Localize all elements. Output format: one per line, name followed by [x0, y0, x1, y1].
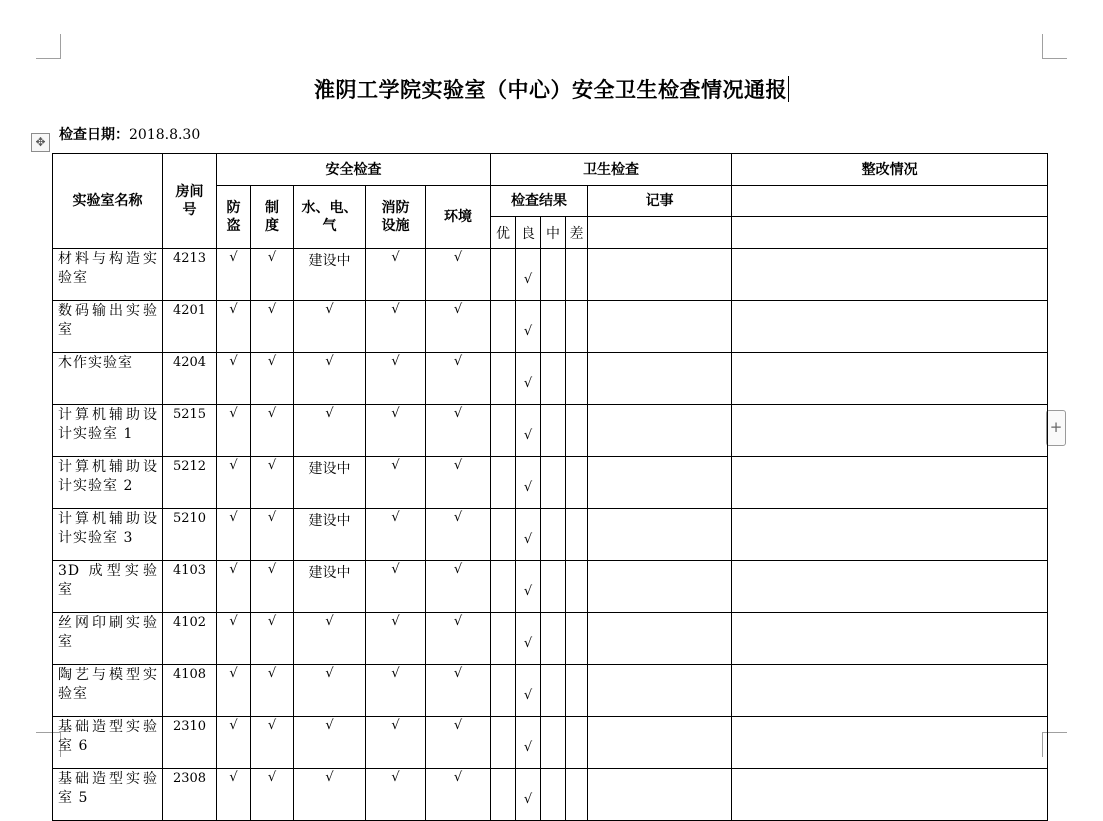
- grade-poor-cell[interactable]: [566, 717, 588, 769]
- utilities-cell[interactable]: √: [294, 717, 366, 769]
- fire-facilities-cell[interactable]: √: [366, 665, 426, 717]
- header-notes: 记事: [588, 186, 732, 217]
- regulations-cell[interactable]: √: [251, 405, 294, 457]
- header-utilities-text: 水、电、气: [301, 200, 358, 234]
- inspection-table: [52, 153, 1048, 821]
- anti-theft-cell[interactable]: √: [217, 509, 251, 561]
- environment-cell[interactable]: √: [426, 613, 491, 665]
- utilities-cell[interactable]: √: [294, 613, 366, 665]
- environment-cell[interactable]: √: [426, 717, 491, 769]
- grade-good-cell[interactable]: √: [516, 509, 541, 561]
- notes-cell[interactable]: [588, 301, 732, 353]
- header-safety-check: 安全检查: [217, 154, 491, 186]
- header-fire-facilities-text: 消防设施: [381, 200, 410, 234]
- utilities-cell[interactable]: √: [294, 301, 366, 353]
- header-grade-poor: 差: [566, 217, 588, 249]
- grade-poor-cell[interactable]: [566, 613, 588, 665]
- table-row: [53, 717, 1048, 769]
- lab-name-cell[interactable]: 基础造型实验室 6: [53, 717, 163, 769]
- header-room-number: [163, 154, 217, 249]
- document-title-text: 淮阴工学院实验室（中心）安全卫生检查情况通报: [314, 78, 787, 102]
- document-title[interactable]: [0, 74, 1103, 104]
- notes-cell[interactable]: [588, 249, 732, 301]
- room-number-cell[interactable]: 4213: [163, 249, 217, 301]
- fire-facilities-cell[interactable]: √: [366, 613, 426, 665]
- table-row: [53, 353, 1048, 405]
- utilities-cell[interactable]: 建设中: [294, 457, 366, 509]
- regulations-cell[interactable]: √: [251, 301, 294, 353]
- fire-facilities-cell[interactable]: √: [366, 509, 426, 561]
- notes-cell[interactable]: [588, 665, 732, 717]
- lab-name-cell[interactable]: 木作实验室: [53, 353, 163, 405]
- header-lab-name: 实验室名称: [53, 154, 163, 249]
- room-number-cell[interactable]: 5210: [163, 509, 217, 561]
- grade-fair-cell[interactable]: [541, 717, 566, 769]
- room-number-cell[interactable]: 5215: [163, 405, 217, 457]
- room-number-cell[interactable]: 5212: [163, 457, 217, 509]
- lab-name-cell[interactable]: 3D 成型实验室: [53, 561, 163, 613]
- room-number-cell[interactable]: 2308: [163, 769, 217, 821]
- grade-excellent-cell[interactable]: [491, 665, 516, 717]
- grade-poor-cell[interactable]: [566, 769, 588, 821]
- lab-name-cell[interactable]: 计算机辅助设计实验室 3: [53, 509, 163, 561]
- grade-fair-cell[interactable]: [541, 405, 566, 457]
- environment-cell[interactable]: √: [426, 249, 491, 301]
- regulations-cell[interactable]: √: [251, 717, 294, 769]
- grade-fair-cell[interactable]: [541, 301, 566, 353]
- fire-facilities-cell[interactable]: √: [366, 561, 426, 613]
- header-grade-fair: 中: [541, 217, 566, 249]
- rectification-cell[interactable]: [732, 769, 1048, 821]
- grade-excellent-cell[interactable]: [491, 301, 516, 353]
- header-environment: 环境: [426, 186, 491, 249]
- environment-cell[interactable]: √: [426, 509, 491, 561]
- header-hygiene-check: 卫生检查: [491, 154, 732, 186]
- fire-facilities-cell[interactable]: √: [366, 405, 426, 457]
- regulations-cell[interactable]: √: [251, 769, 294, 821]
- notes-cell[interactable]: [588, 717, 732, 769]
- anti-theft-cell[interactable]: √: [217, 613, 251, 665]
- grade-excellent-cell[interactable]: [491, 561, 516, 613]
- grade-excellent-cell[interactable]: [491, 717, 516, 769]
- room-number-cell[interactable]: 4204: [163, 353, 217, 405]
- grade-fair-cell[interactable]: [541, 769, 566, 821]
- grade-excellent-cell[interactable]: [491, 613, 516, 665]
- environment-cell[interactable]: √: [426, 353, 491, 405]
- grade-fair-cell[interactable]: [541, 561, 566, 613]
- grade-fair-cell[interactable]: [541, 509, 566, 561]
- notes-cell[interactable]: [588, 769, 732, 821]
- anti-theft-cell[interactable]: √: [217, 457, 251, 509]
- environment-cell[interactable]: √: [426, 769, 491, 821]
- regulations-cell[interactable]: √: [251, 457, 294, 509]
- grade-good-cell[interactable]: √: [516, 405, 541, 457]
- header-fire-facilities: [366, 186, 426, 249]
- grade-excellent-cell[interactable]: [491, 509, 516, 561]
- room-number-cell[interactable]: 4102: [163, 613, 217, 665]
- room-number-cell[interactable]: 2310: [163, 717, 217, 769]
- regulations-cell[interactable]: √: [251, 249, 294, 301]
- header-room-number-text: 房间号: [175, 184, 204, 218]
- lab-name-cell[interactable]: 材料与构造实验室: [53, 249, 163, 301]
- regulations-cell[interactable]: √: [251, 561, 294, 613]
- grade-excellent-cell[interactable]: [491, 769, 516, 821]
- anti-theft-cell[interactable]: √: [217, 717, 251, 769]
- anti-theft-cell[interactable]: √: [217, 561, 251, 613]
- grade-excellent-cell[interactable]: [491, 405, 516, 457]
- header-rectification-sub: [732, 186, 1048, 217]
- regulations-cell[interactable]: √: [251, 509, 294, 561]
- environment-cell[interactable]: √: [426, 457, 491, 509]
- environment-cell[interactable]: √: [426, 665, 491, 717]
- header-anti-theft-text: 防盗: [226, 200, 241, 234]
- anti-theft-cell[interactable]: √: [217, 249, 251, 301]
- page-corner-mark-top-left: [36, 34, 61, 59]
- page-corner-mark-top-right: [1042, 34, 1067, 59]
- fire-facilities-cell[interactable]: √: [366, 769, 426, 821]
- environment-cell[interactable]: √: [426, 301, 491, 353]
- header-notes-sub: [588, 217, 732, 249]
- anti-theft-cell[interactable]: √: [217, 405, 251, 457]
- header-regulations: [251, 186, 294, 249]
- utilities-cell[interactable]: 建设中: [294, 561, 366, 613]
- rectification-cell[interactable]: [732, 353, 1048, 405]
- add-column-button[interactable]: +: [1046, 410, 1066, 446]
- table-row: [53, 613, 1048, 665]
- header-rectification-sub2: [732, 217, 1048, 249]
- rectification-cell[interactable]: [732, 457, 1048, 509]
- grade-good-cell[interactable]: √: [516, 249, 541, 301]
- grade-fair-cell[interactable]: [541, 457, 566, 509]
- grade-excellent-cell[interactable]: [491, 457, 516, 509]
- grade-fair-cell[interactable]: [541, 665, 566, 717]
- grade-fair-cell[interactable]: [541, 249, 566, 301]
- lab-name-cell[interactable]: 计算机辅助设计实验室 2: [53, 457, 163, 509]
- inspection-date-label: 检查日期：: [59, 127, 129, 143]
- table-row: [53, 769, 1048, 821]
- rectification-cell[interactable]: [732, 249, 1048, 301]
- header-grade-excellent: 优: [491, 217, 516, 249]
- table-row: [53, 249, 1048, 301]
- header-rectification: 整改情况: [732, 154, 1048, 186]
- rectification-cell[interactable]: [732, 717, 1048, 769]
- fire-facilities-cell[interactable]: √: [366, 353, 426, 405]
- utilities-cell[interactable]: 建设中: [294, 249, 366, 301]
- grade-fair-cell[interactable]: [541, 613, 566, 665]
- grade-poor-cell[interactable]: [566, 353, 588, 405]
- environment-cell[interactable]: √: [426, 561, 491, 613]
- notes-cell[interactable]: [588, 613, 732, 665]
- table-row: [53, 405, 1048, 457]
- rectification-cell[interactable]: [732, 561, 1048, 613]
- fire-facilities-cell[interactable]: √: [366, 717, 426, 769]
- table-row: [53, 509, 1048, 561]
- grade-excellent-cell[interactable]: [491, 353, 516, 405]
- room-number-cell[interactable]: 4103: [163, 561, 217, 613]
- grade-good-cell[interactable]: √: [516, 301, 541, 353]
- lab-name-cell[interactable]: 计算机辅助设计实验室 1: [53, 405, 163, 457]
- utilities-cell[interactable]: √: [294, 353, 366, 405]
- grade-good-cell[interactable]: √: [516, 717, 541, 769]
- header-regulations-text: 制度: [264, 200, 279, 234]
- anti-theft-cell[interactable]: √: [217, 769, 251, 821]
- grade-poor-cell[interactable]: [566, 405, 588, 457]
- notes-cell[interactable]: [588, 509, 732, 561]
- environment-cell[interactable]: √: [426, 405, 491, 457]
- fire-facilities-cell[interactable]: √: [366, 249, 426, 301]
- table-row: [53, 457, 1048, 509]
- header-utilities: [294, 186, 366, 249]
- grade-poor-cell[interactable]: [566, 301, 588, 353]
- regulations-cell[interactable]: √: [251, 665, 294, 717]
- table-row: [53, 301, 1048, 353]
- rectification-cell[interactable]: [732, 509, 1048, 561]
- lab-name-cell[interactable]: 基础造型实验室 5: [53, 769, 163, 821]
- table-move-icon[interactable]: ✥: [31, 133, 50, 152]
- lab-name-cell[interactable]: 数码输出实验室: [53, 301, 163, 353]
- grade-poor-cell[interactable]: [566, 249, 588, 301]
- fire-facilities-cell[interactable]: √: [366, 457, 426, 509]
- rectification-cell[interactable]: [732, 613, 1048, 665]
- utilities-cell[interactable]: √: [294, 405, 366, 457]
- table-row: [53, 665, 1048, 717]
- lab-name-cell[interactable]: 丝网印刷实验室: [53, 613, 163, 665]
- rectification-cell[interactable]: [732, 405, 1048, 457]
- header-anti-theft: [217, 186, 251, 249]
- grade-poor-cell[interactable]: [566, 561, 588, 613]
- anti-theft-cell[interactable]: √: [217, 665, 251, 717]
- rectification-cell[interactable]: [732, 301, 1048, 353]
- table-row: [53, 561, 1048, 613]
- inspection-date: [59, 124, 200, 144]
- notes-cell[interactable]: [588, 561, 732, 613]
- notes-cell[interactable]: [588, 457, 732, 509]
- notes-cell[interactable]: [588, 353, 732, 405]
- grade-good-cell[interactable]: √: [516, 353, 541, 405]
- utilities-cell[interactable]: √: [294, 769, 366, 821]
- regulations-cell[interactable]: √: [251, 613, 294, 665]
- grade-poor-cell[interactable]: [566, 665, 588, 717]
- grade-good-cell[interactable]: √: [516, 457, 541, 509]
- text-cursor: [788, 76, 789, 102]
- fire-facilities-cell[interactable]: √: [366, 301, 426, 353]
- grade-good-cell[interactable]: √: [516, 613, 541, 665]
- regulations-cell[interactable]: √: [251, 353, 294, 405]
- notes-cell[interactable]: [588, 405, 732, 457]
- grade-good-cell[interactable]: √: [516, 665, 541, 717]
- header-grade-good: 良: [516, 217, 541, 249]
- header-check-result: 检查结果: [491, 186, 588, 217]
- rectification-cell[interactable]: [732, 665, 1048, 717]
- table-body: [53, 249, 1048, 821]
- grade-good-cell[interactable]: √: [516, 561, 541, 613]
- grade-poor-cell[interactable]: [566, 509, 588, 561]
- grade-poor-cell[interactable]: [566, 457, 588, 509]
- utilities-cell[interactable]: √: [294, 665, 366, 717]
- grade-good-cell[interactable]: √: [516, 769, 541, 821]
- grade-excellent-cell[interactable]: [491, 249, 516, 301]
- utilities-cell[interactable]: 建设中: [294, 509, 366, 561]
- inspection-date-value: 2018.8.30: [129, 127, 201, 143]
- lab-name-cell[interactable]: 陶艺与模型实验室: [53, 665, 163, 717]
- room-number-cell[interactable]: 4201: [163, 301, 217, 353]
- grade-fair-cell[interactable]: [541, 353, 566, 405]
- room-number-cell[interactable]: 4108: [163, 665, 217, 717]
- anti-theft-cell[interactable]: √: [217, 353, 251, 405]
- anti-theft-cell[interactable]: √: [217, 301, 251, 353]
